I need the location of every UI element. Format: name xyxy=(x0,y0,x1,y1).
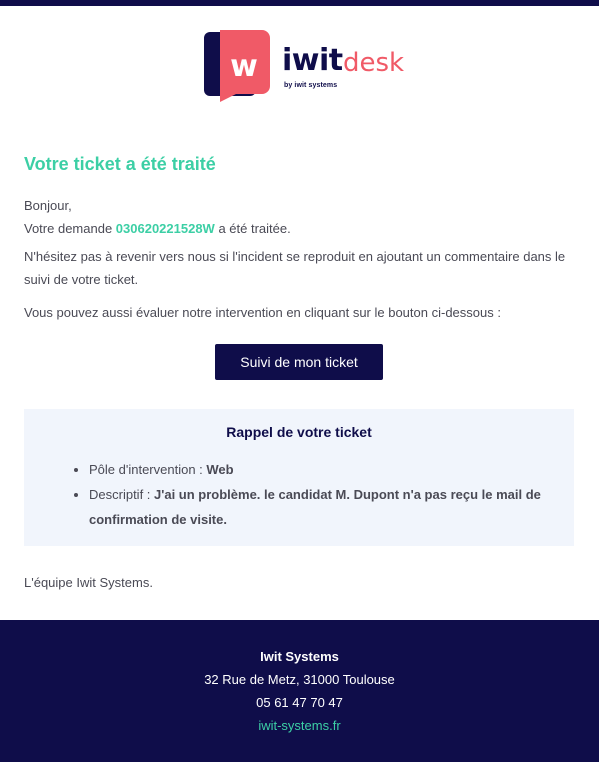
request-status-line xyxy=(24,217,291,240)
brand-name-desk: desk xyxy=(343,48,405,78)
greeting: Bonjour, xyxy=(24,198,72,213)
signoff: L'équipe Iwit Systems. xyxy=(24,575,153,590)
reminder-item-description xyxy=(89,482,554,532)
reminder-title: Rappel de votre ticket xyxy=(226,424,372,440)
footer-company: Iwit Systems xyxy=(260,649,339,664)
ticket-reminder-box xyxy=(24,409,574,546)
reminder-list xyxy=(24,457,574,532)
brand-tagline: by iwit systems xyxy=(284,82,338,89)
ticket-tracking-button[interactable]: Suivi de mon ticket xyxy=(215,344,383,380)
footer xyxy=(0,620,599,762)
reminder-item-label: Pôle d'intervention : xyxy=(89,462,207,477)
help-paragraph: N'hésitez pas à revenir vers nous si l'incident se reproduit en ajoutant un commentaire dans le suivi de votre ticket. xyxy=(24,249,566,287)
svg-text:w: w xyxy=(230,49,258,84)
reminder-item-label: Descriptif : xyxy=(89,487,155,502)
reminder-item-value: Web xyxy=(206,462,234,477)
footer-phone[interactable]: 05 61 47 70 47 xyxy=(256,695,343,710)
rate-paragraph: Vous pouvez aussi évaluer notre intervention en cliquant sur le bouton ci-dessous : xyxy=(24,305,501,320)
reminder-item-value: J'ai un problème. le candidat M. Dupont n'a pas reçu le mail de confirmation de visite. xyxy=(89,487,541,527)
top-accent-bar xyxy=(0,0,599,6)
iwit-desk-logo[interactable] xyxy=(204,30,404,105)
footer-address: 32 Rue de Metz, 31000 Toulouse xyxy=(204,672,395,687)
email-title: Votre ticket a été traité xyxy=(24,154,216,174)
ticket-id-link[interactable]: 030620221528W xyxy=(115,221,215,236)
request-suffix: a été traitée. xyxy=(214,221,291,236)
request-prefix: Votre demande xyxy=(24,221,116,236)
reminder-item-pole xyxy=(89,457,554,482)
speech-bubble-logo-icon xyxy=(204,30,270,102)
brand-name-iwit: iwit xyxy=(282,43,343,78)
footer-website-link[interactable]: iwit-systems.fr xyxy=(258,718,341,733)
